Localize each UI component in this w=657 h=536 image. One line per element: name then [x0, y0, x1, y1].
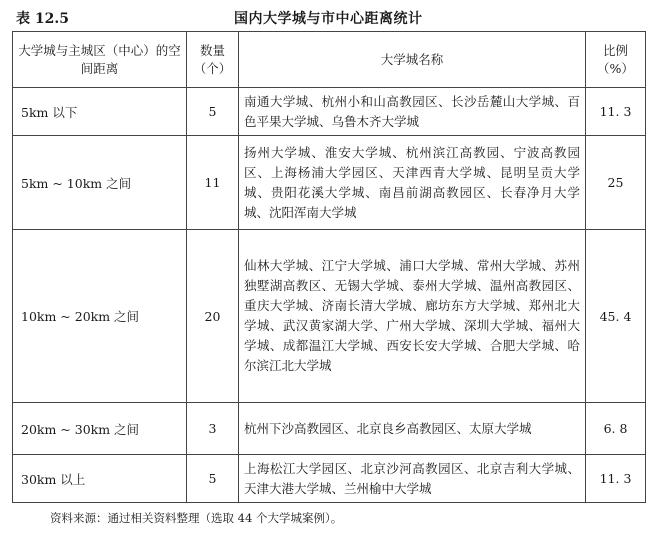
cell-distance: 30km 以上 [13, 455, 187, 503]
cell-count: 5 [187, 88, 239, 136]
cell-count: 3 [187, 403, 239, 455]
header-names: 大学城名称 [239, 32, 586, 88]
header-count: 数量（个） [187, 32, 239, 88]
table-row [13, 88, 646, 136]
table-caption [12, 6, 645, 30]
cell-names: 南通大学城、杭州小和山高教园区、长沙岳麓山大学城、百色平果大学城、乌鲁木齐大学城 [239, 88, 586, 136]
cell-count: 11 [187, 136, 239, 230]
table-row [13, 136, 646, 230]
table-header-row [13, 32, 646, 88]
cell-percent: 25 [586, 136, 646, 230]
cell-percent: 11. 3 [586, 88, 646, 136]
table-number: 表 12.5 [16, 11, 69, 27]
cell-names: 杭州下沙高教园区、北京良乡高教园区、太原大学城 [239, 403, 586, 455]
table-row [13, 455, 646, 503]
header-distance: 大学城与主城区（中心）的空间距离 [13, 32, 187, 88]
cell-count: 5 [187, 455, 239, 503]
distance-stats-table [12, 31, 646, 503]
table-row [13, 403, 646, 455]
table-title: 国内大学城与市中心距离统计 [234, 11, 423, 27]
cell-names: 扬州大学城、淮安大学城、杭州滨江高教园、宁波高教园区、上海杨浦大学园区、天津西青大学城、昆明呈贡大学城、贵阳花溪大学城、南昌前湖高教园区、长春净月大学城、沈阳浑南大学城 [239, 136, 586, 230]
cell-distance: 10km ~ 20km 之间 [13, 230, 187, 403]
cell-distance: 20km ~ 30km 之间 [13, 403, 187, 455]
cell-names: 仙林大学城、江宁大学城、浦口大学城、常州大学城、苏州独墅湖高教区、无锡大学城、泰州大学城、温州高教园区、重庆大学城、济南长清大学城、廊坊东方大学城、郑州北大学城、武汉黄家湖大学、广州大学城、深圳大学城、福州大学城、成都温江大学城、西安长安大学城、合肥大学城、哈尔滨江北大学城 [239, 230, 586, 403]
cell-percent: 45. 4 [586, 230, 646, 403]
cell-percent: 11. 3 [586, 455, 646, 503]
table-row [13, 230, 646, 403]
source-note: 资料来源：通过相关资料整理（选取 44 个大学城案例）。 [50, 511, 343, 525]
header-percent: 比例（%） [586, 32, 646, 88]
cell-names: 上海松江大学园区、北京沙河高教园区、北京吉利大学城、天津大港大学城、兰州榆中大学城 [239, 455, 586, 503]
cell-count: 20 [187, 230, 239, 403]
cell-distance: 5km 以下 [13, 88, 187, 136]
cell-percent: 6. 8 [586, 403, 646, 455]
cell-distance: 5km ~ 10km 之间 [13, 136, 187, 230]
